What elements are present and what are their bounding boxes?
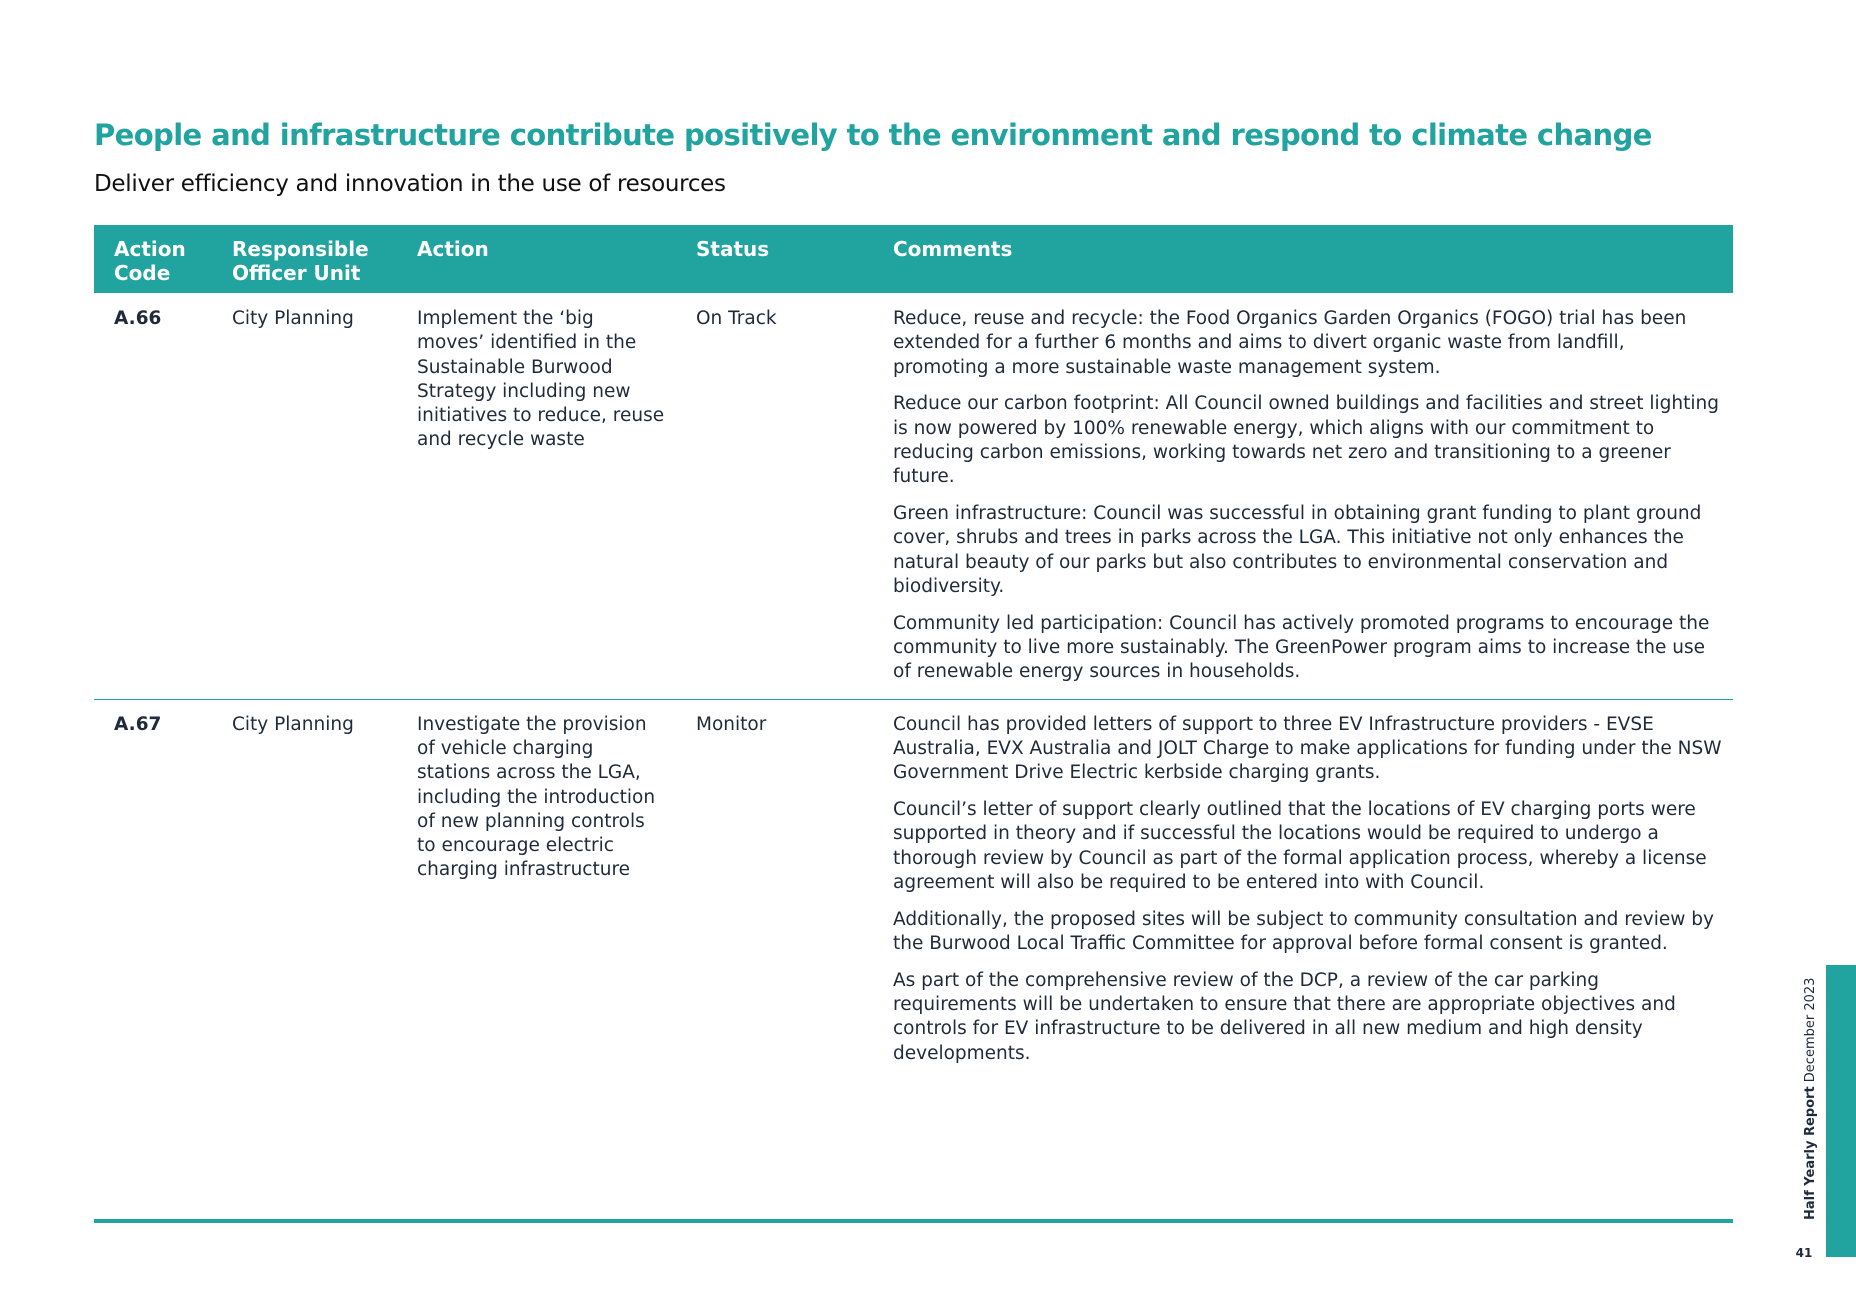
comments-cell <box>873 293 1733 699</box>
report-name: Half Yearly Report <box>1803 1086 1818 1220</box>
column-header-action-code: Action Code <box>94 225 212 293</box>
page-subtitle: Deliver efficiency and innovation in the use of resources <box>94 171 726 197</box>
comment-paragraph: Council has provided letters of support to three EV Infrastructure providers - EVSE Australia, EVX Australia and JOLT Charge to make applications for funding under the NSW Government Drive Electric kerbside charging grants. <box>893 713 1722 784</box>
table-header-row <box>94 225 1733 293</box>
comment-paragraph: Council’s letter of support clearly outlined that the locations of EV charging ports were supported in theory and if successful the locations would be required to undergo a thorough review by Council as part of the formal application process, whereby a license agreement will also be required to be entered into with Council. <box>893 799 1707 893</box>
side-accent-tab <box>1826 965 1856 1257</box>
report-footer-label <box>1803 978 1818 1220</box>
action-description: Investigate the provision of vehicle charging stations across the LGA, including the introduction of new planning controls to encourage electric charging infrastructure <box>397 699 676 1221</box>
column-header-action: Action <box>397 225 676 293</box>
action-code: A.67 <box>94 699 212 1221</box>
comment-paragraph: Green infrastructure: Council was successful in obtaining grant funding to plant ground cover, shrubs and trees in parks across the LGA. This initiative not only enhances the natural beauty of our parks but also contributes to environmental conservation and biodiversity. <box>893 503 1702 597</box>
comments-cell <box>873 699 1733 1221</box>
status-value: On Track <box>676 293 873 699</box>
responsible-officer-unit: City Planning <box>212 699 397 1221</box>
report-period: December 2023 <box>1803 977 1818 1083</box>
column-header-status: Status <box>676 225 873 293</box>
column-header-comments: Comments <box>873 225 1733 293</box>
action-description: Implement the ‘big moves’ identified in the Sustainable Burwood Strategy including new initiatives to reduce, reuse and recycle waste <box>397 293 676 699</box>
action-code: A.66 <box>94 293 212 699</box>
actions-table <box>94 225 1733 1223</box>
comment-paragraph: Reduce, reuse and recycle: the Food Organics Garden Organics (FOGO) trial has been extended for a further 6 months and aims to divert organic waste from landfill, promoting a more sustainable waste management system. <box>893 308 1687 378</box>
table-row <box>94 699 1733 1221</box>
table-row <box>94 293 1733 699</box>
status-value: Monitor <box>676 699 873 1221</box>
comment-paragraph: Additionally, the proposed sites will be subject to community consultation and review by the Burwood Local Traffic Committee for approval before formal consent is granted. <box>893 908 1714 955</box>
comment-paragraph: As part of the comprehensive review of the DCP, a review of the car parking requirements will be undertaken to ensure that there are appropriate objectives and controls for EV infrastructure to be delivered in all new medium and high density developments. <box>893 969 1676 1064</box>
comment-paragraph: Reduce our carbon footprint: All Council owned buildings and facilities and street lighting is now powered by 100% renewable energy, which aligns with our commitment to reducing carbon emissions, working towards net zero and transitioning to a greener future. <box>893 393 1719 488</box>
responsible-officer-unit: City Planning <box>212 293 397 699</box>
column-header-responsible-officer-unit: Responsible Officer Unit <box>212 225 397 293</box>
page-number: 41 <box>1795 1246 1813 1260</box>
comment-paragraph: Community led participation: Council has actively promoted programs to encourage the community to live more sustainably. The GreenPower program aims to increase the use of renewable energy sources in households. <box>893 612 1710 683</box>
page-title: People and infrastructure contribute positively to the environment and respond to climate change <box>94 118 1652 152</box>
